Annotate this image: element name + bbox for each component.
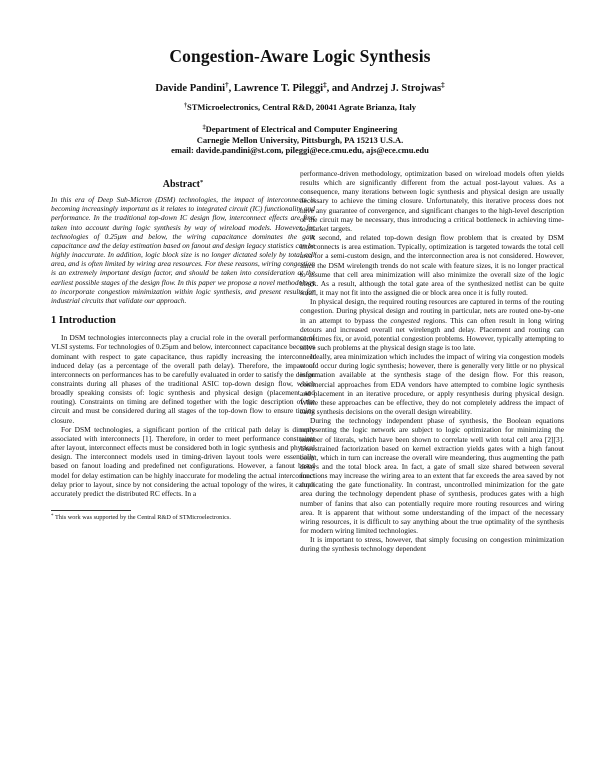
- intro-paragraph-1: In DSM technologies interconnects play a crucial role in the overall performance of VLSI systems. For technologies of 0.25μm and below, interconnect capacitance becomes dominant with respect to gate capacitance, thus rapidly increasing the interconnect induced delay (as a percentage of the overall path delay). Therefore, the impact of interconnects on performances has to be carefully evaluated in order to satisfy the design constraints during all phases of the traditional ASIC top-down design flow, which broadly speaking consists of: logic synthesis and physical design (placement and routing). Constraints on timing are defined together with the logic description of the circuit and must be considered during all stages of the top-down flow to ensure timing closure.: [51, 333, 315, 425]
- right-column: [300, 169, 564, 554]
- author-separator: , and: [326, 83, 352, 94]
- abstract-text: In this era of Deep Sub-Micron (DSM) technologies, the impact of interconnects is becoming increasingly important as it relates to integrated circuit (IC) functionality and performance. In the traditional top-down IC design flow, interconnect effects are first taken into account during logic synthesis by way of wireload models. However, for technologies of 0.25μm and below, the wiring capacitance dominates the gate capacitance and the delay estimation based on fanout and design legacy statistics can be highly inaccurate. In addition, logic block size is no longer dictated solely by total cell area, and is often limited by wiring area resources. For these reasons, wiring congestion is an extremely important design factor, and should be taken into consideration at the earliest possible stages of the design flow. In this paper we propose a novel methodology to incorporate congestion minimization within logic synthesis, and present results for industrial circuits that validate our approach.: [51, 195, 315, 305]
- right-paragraph-6: It is important to stress, however, that simply focusing on congestion minimization during the synthesis technology dependent: [300, 535, 564, 554]
- paper-title: Congestion-Aware Logic Synthesis: [169, 46, 431, 66]
- abstract-heading-text: Abstract: [162, 179, 200, 190]
- left-column: [51, 178, 315, 522]
- footnote-text: This work was supported by the Central R&D of STMicroelectronics.: [53, 514, 231, 521]
- right-paragraph-3: [300, 297, 564, 352]
- author-separator: ,: [228, 83, 234, 94]
- author-3-mark: ‡: [441, 81, 445, 89]
- abstract-heading-mark: *: [199, 179, 204, 186]
- right-paragraph-3a: In physical design, the required routing resources are captured in terms of the routing congestion. During physical design and routing in particular, nets are routed one-by-one in an attempt to bypass the: [300, 297, 564, 325]
- author-1-mark: †: [225, 81, 229, 89]
- intro-paragraph-2: For DSM technologies, a significant portion of the critical path delay is directly associated with interconnects [1]. Therefore, in order to meet performance constraints after layout, interconnect effects must be considered both in logic synthesis and physical design. The interconnect models used in timing-driven layout tools were essentially based on fanout loading and predefined net configurations. However, a fanout based model for delay estimation can be highly inaccurate for modeling the actual interconnect delay prior to layout, since by not considering the actual topology of the wires, it cannot accurately predict the distributed RC effects. In a: [51, 424, 315, 498]
- section-heading-introduction: 1 Introduction: [51, 315, 116, 327]
- author-2: Lawrence T. Pileggi: [233, 83, 324, 94]
- affiliation-2-line-1: Department of Electrical and Computer Engineering: [205, 124, 398, 134]
- affiliation-2: [0, 123, 600, 156]
- author-2-mark: ‡: [323, 81, 327, 89]
- abstract-heading: [51, 178, 315, 189]
- affiliation-2-mark: ‡: [202, 125, 206, 131]
- right-paragraph-5: During the technology independent phase of synthesis, the Boolean equations representing the logic network are subject to logic optimization for minimizing the number of literals, which have been shown to correlate well with total cell area [2][3]. Unrestrained factorization based on kernel extraction yields gates with a high fanout count, which in turn can increase the overall wire meandering, thus augmenting the path delays and the total block area. In fact, a gate of small size shared between several functions may increase the wiring area to an extent that far exceeds the area saved by not duplicating the gate functionality. In contrast, uncontrolled minimization for the gate area during the technology dependent phase of synthesis, produces gates with a high number of fanins that also can potentially require more routing resources and wiring area. It is apparent that without some understanding of the impact of the necessary wiring resources, it is difficult to say anything about the true optimality of the synthesis for modern wiring limited technologies.: [300, 416, 564, 536]
- right-paragraph-4: Ideally, area minimization which includes the impact of wiring via congestion models would occur during logic synthesis; however, there is generally very little or no physical information available at the synthesis stage of the design flow. For this reason, commercial approaches from EDA vendors have attempted to combine logic synthesis and placement in an iterative procedure, or apply resynthesis during physical design. While these approaches can be effective, they do not completely address the impact of early synthesis decisions on the overall design wireability.: [300, 352, 564, 417]
- footnote: [51, 513, 315, 522]
- affiliation-1: [0, 101, 600, 113]
- footnote-rule: [51, 510, 131, 511]
- email-line: email: davide.pandini@st.com, pileggi@ece.cmu.edu, ajs@ece.cmu.edu: [171, 145, 429, 155]
- right-paragraph-2: A second, and related top-down design flow problem that is created by DSM interconnects is area estimation. Typically, optimization is targeted towards the total cell area for a semi-custom design, and the interconnection area is not considered. However, since the DSM wirelength trends do not scale with feature sizes, it is no longer practical to assume that cell area minimization will also minimize the overall size of the logic block. As a result, although the total gate area of the synthesized netlist can be quite small, it may not fit into the assigned die or block area once it is fully routed.: [300, 233, 564, 298]
- author-1: Davide Pandini: [155, 83, 226, 94]
- affiliation-1-mark: †: [184, 103, 188, 109]
- affiliation-2-line-2: Carnegie Mellon University, Pittsburgh, PA 15213 U.S.A.: [196, 134, 404, 145]
- affiliation-1-text: STMicroelectronics, Central R&D, 20041 Agrate Brianza, Italy: [187, 102, 416, 112]
- author-3: Andrzej J. Strojwas: [351, 83, 442, 94]
- right-paragraph-3c: regions. This can often result in long wiring detours and increased overall net wirelength and delay. Placement and routing can sometimes fix, or avoid, potential congestion problems. However, typically attempting to solve such problems at the physical design stage is too late.: [300, 315, 565, 352]
- right-paragraph-1: performance-driven methodology, optimization based on wireload models often yields results which are significantly different from the actual post-layout values. As a consequence, many iterations between logic synthesis and physical design are usually necessary to achieve the timing closure. Unfortunately, this iterative process does not have any guarantee of convergence, and significant changes to the high-level description of the circuit may be necessary, thus introducing a critical bottleneck in achieving time-to-market targets.: [300, 169, 564, 233]
- author-line: [0, 81, 600, 94]
- right-paragraph-3-emphasis: congested: [390, 315, 420, 325]
- footnote-mark: *: [51, 514, 54, 519]
